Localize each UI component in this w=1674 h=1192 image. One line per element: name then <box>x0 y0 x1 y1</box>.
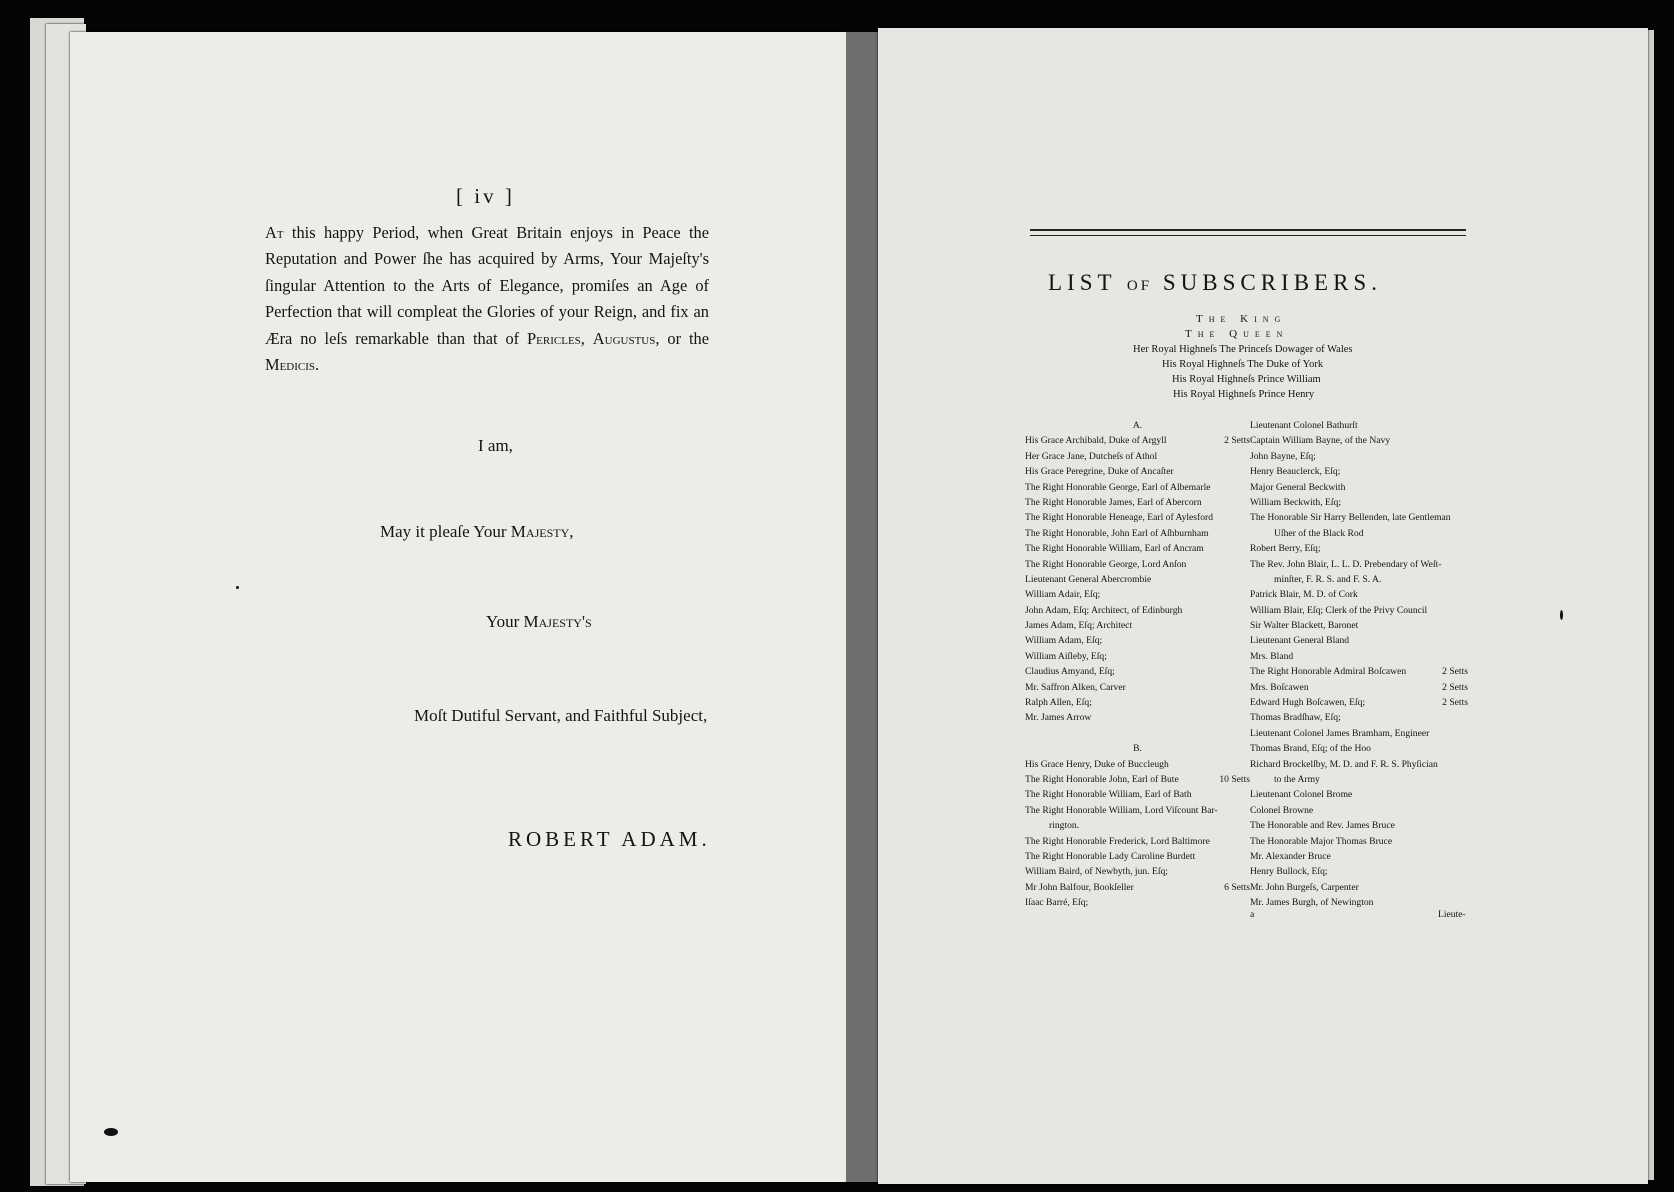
closing-i-am: I am, <box>478 436 513 455</box>
subscriber-entry <box>1025 587 1250 602</box>
book-gutter <box>846 32 880 1182</box>
subscriber-entry <box>1025 495 1250 510</box>
subscriber-name: Patrick Blair, M. D. of Cork <box>1250 589 1358 601</box>
subscriber-entry <box>1025 818 1250 833</box>
royal-subscriber: Her Royal Highneſs The Princeſs Dowager of Wales <box>1133 344 1353 355</box>
subscriber-entry <box>1250 726 1468 741</box>
subscriber-name: Major General Beckwith <box>1250 481 1346 493</box>
name-augustus: Augustus <box>592 328 656 348</box>
subscriber-name: Thomas Bradſhaw, Eſq; <box>1250 712 1341 724</box>
subscriber-entry <box>1025 880 1250 895</box>
subscriber-entry <box>1025 541 1250 556</box>
subscriber-name: The Right Honorable Admiral Boſcawen <box>1250 666 1407 678</box>
subscriber-name: Mr. Alexander Bruce <box>1250 850 1331 862</box>
subscriber-entry <box>1025 849 1250 864</box>
subscriber-entry <box>1250 649 1468 664</box>
subscriber-name: The Right Honorable William, Earl of Ancram <box>1025 543 1204 555</box>
b-entries-continued <box>1250 418 1468 911</box>
subscriber-name: Lieutenant Colonel James Bramham, Engineer <box>1250 727 1430 739</box>
subscriber-entry <box>1250 464 1468 479</box>
subscriber-entry <box>1025 433 1250 448</box>
subscriber-name: His Grace Henry, Duke of Buccleugh <box>1025 758 1169 770</box>
name-pericles: Pericles <box>527 328 581 348</box>
paragraph-text: this happy Period, when Great Britain enjoys in Peace the Reputation and Power ſhe has acquired by Arms, Your Majeſty's ſingular Attention to the Arts of Elegance, promiſes an Age of Perfection that will compleat the Glories of your Reign, and fix an Æra no leſs remarkable than that of <box>265 223 709 348</box>
signature: ROBERT ADAM. <box>508 827 711 851</box>
subscriber-entry <box>1025 680 1250 695</box>
subscriber-setts: 2 Setts <box>1442 666 1468 678</box>
subscriber-entry <box>1025 895 1250 910</box>
subscriber-entry <box>1025 557 1250 572</box>
subscriber-entry <box>1250 695 1468 710</box>
royal-subscriber: The Queen <box>1185 328 1289 340</box>
subscriber-entry <box>1250 541 1468 556</box>
page-blemish <box>104 1128 118 1136</box>
subscriber-name: William Adair, Eſq; <box>1025 589 1101 601</box>
subscriber-name: The Right Honorable Heneage, Earl of Aylesford <box>1025 512 1214 524</box>
subscriber-name: Mr. James Arrow <box>1025 712 1092 724</box>
subscriber-setts: 2 Setts <box>1224 435 1250 447</box>
subscriber-entry <box>1250 849 1468 864</box>
subscriber-name: Henry Beauclerck, Eſq; <box>1250 466 1341 478</box>
subscriber-entry <box>1250 495 1468 510</box>
double-rule-bottom <box>1030 235 1466 236</box>
subscriber-entry <box>1025 757 1250 772</box>
subscriber-setts: 2 Setts <box>1442 681 1468 693</box>
subscriber-name: to the Army <box>1274 773 1320 785</box>
dedication-paragraph <box>265 220 709 378</box>
subscriber-entry <box>1250 864 1468 879</box>
subscriber-entry <box>1250 618 1468 633</box>
royal-subscriber: His Royal Highneſs Prince Henry <box>1173 389 1315 400</box>
subscriber-entry <box>1025 649 1250 664</box>
subscribers-column-left <box>1025 418 1250 911</box>
section-letter-a: A. <box>1132 420 1143 431</box>
subscriber-name: Colonel Browne <box>1250 804 1314 816</box>
subscriber-name: Mrs. Bland <box>1250 650 1294 662</box>
subscriber-name: The Right Honorable James, Earl of Abercorn <box>1025 496 1202 508</box>
subscriber-entry <box>1025 834 1250 849</box>
subscriber-entry <box>1250 603 1468 618</box>
subscriber-name: Ralph Allen, Eſq; <box>1025 697 1092 709</box>
subscriber-entry <box>1025 464 1250 479</box>
subscriber-name: Claudius Amyand, Eſq; <box>1025 666 1115 678</box>
subscriber-setts: 6 Setts <box>1224 881 1250 893</box>
subscriber-entry <box>1025 618 1250 633</box>
subscriber-entry <box>1250 572 1468 587</box>
subscriber-entry <box>1250 818 1468 833</box>
royal-subscriber: The King <box>1196 313 1287 325</box>
closing-may-it-please <box>380 522 574 542</box>
subscriber-entry <box>1250 449 1468 464</box>
subscriber-name: rington. <box>1049 820 1080 832</box>
subscriber-name: The Rev. John Blair, L. L. D. Prebendary of Weſt- <box>1250 558 1442 570</box>
subscriber-name: The Honorable Major Thomas Bruce <box>1250 835 1393 847</box>
subscriber-name: The Right Honorable, John Earl of Aſhburnham <box>1025 527 1209 539</box>
signature-mark: a <box>1250 909 1255 920</box>
subscriber-name: William Blair, Eſq; Clerk of the Privy Council <box>1250 604 1428 616</box>
subscriber-entry <box>1025 787 1250 802</box>
paragraph-end: . <box>315 355 320 375</box>
subscriber-entry <box>1250 526 1468 541</box>
title-list: LIST <box>1048 270 1117 295</box>
subscriber-name: The Honorable and Rev. James Bruce <box>1250 820 1395 832</box>
page-number: [ iv ] <box>456 184 515 208</box>
subscriber-name: His Grace Peregrine, Duke of Ancaſter <box>1025 466 1174 478</box>
subscriber-entry <box>1025 695 1250 710</box>
subscriber-name: John Bayne, Eſq; <box>1250 450 1316 462</box>
subscriber-name: minſter, F. R. S. and F. S. A. <box>1274 573 1382 585</box>
subscriber-entry <box>1250 418 1468 433</box>
subscriber-entry <box>1250 880 1468 895</box>
comma: , <box>569 522 574 541</box>
subscriber-entry <box>1250 557 1468 572</box>
subscriber-name: Iſaac Barré, Eſq; <box>1025 897 1089 909</box>
subscribers-column-right <box>1250 418 1468 911</box>
subscriber-name: James Adam, Eſq; Architect <box>1025 620 1133 632</box>
subscriber-setts: 10 Setts <box>1219 773 1250 785</box>
subscriber-name: The Right Honorable George, Earl of Albemarle <box>1025 481 1211 493</box>
subscriber-name: Mr. Saffron Alken, Carver <box>1025 681 1126 693</box>
subscriber-entry <box>1250 757 1468 772</box>
list-title <box>1048 270 1382 296</box>
subscriber-name: Her Grace Jane, Dutcheſs of Athol <box>1025 450 1158 462</box>
may-text: May it pleaſe Your <box>380 522 507 541</box>
subscriber-entry <box>1025 526 1250 541</box>
subscriber-entry <box>1025 803 1250 818</box>
subscriber-name: Captain William Bayne, of the Navy <box>1250 435 1391 447</box>
title-of: OF <box>1126 278 1153 294</box>
majesty-word: Majesty <box>510 522 570 541</box>
subscriber-entry <box>1250 510 1468 525</box>
subscriber-setts: 2 Setts <box>1442 697 1468 709</box>
closing-servant-line: Moſt Dutiful Servant, and Faithful Subject, <box>414 706 708 725</box>
subscriber-name: The Right Honorable Lady Caroline Burdett <box>1025 850 1196 862</box>
closing-your-majestys <box>486 612 592 632</box>
subscriber-name: Sir Walter Blackett, Baronet <box>1250 620 1359 632</box>
subscriber-entry <box>1025 449 1250 464</box>
subscriber-entry <box>1250 787 1468 802</box>
subscriber-name: The Right Honorable William, Earl of Bath <box>1025 789 1192 801</box>
subscriber-name: William Baird, of Newbyth, jun. Eſq; <box>1025 866 1168 878</box>
subscriber-name: Mrs. Boſcawen <box>1250 681 1309 693</box>
majestys-word: Majesty's <box>523 612 592 631</box>
subscriber-name: His Grace Archibald, Duke of Argyll <box>1025 435 1167 447</box>
drop-lead: At <box>265 223 284 242</box>
page-blemish <box>236 586 239 589</box>
subscriber-entry <box>1250 895 1468 910</box>
subscriber-entry <box>1250 772 1468 787</box>
subscriber-name: Robert Berry, Eſq; <box>1250 543 1321 555</box>
subscriber-name: William Adam, Eſq; <box>1025 635 1103 647</box>
subscriber-name: John Adam, Eſq; Architect, of Edinburgh <box>1025 604 1183 616</box>
subscriber-entry <box>1250 633 1468 648</box>
subscriber-name: William Beckwith, Eſq; <box>1250 496 1342 508</box>
subscriber-name: Lieutenant Colonel Brome <box>1250 789 1353 801</box>
subscriber-name: The Honorable Sir Harry Bellenden, late Gentleman <box>1250 512 1451 524</box>
subscriber-entry <box>1025 710 1250 725</box>
a-entries <box>1025 433 1250 725</box>
subscriber-entry <box>1250 433 1468 448</box>
subscriber-name: William Aiſleby, Eſq; <box>1025 650 1107 662</box>
subscriber-name: The Right Honorable John, Earl of Bute <box>1025 773 1179 785</box>
subscriber-entry <box>1250 664 1468 679</box>
section-letter-b: B. <box>1133 743 1142 755</box>
subscriber-entry <box>1025 864 1250 879</box>
name-medicis: Medicis <box>265 355 316 375</box>
subscriber-entry <box>1250 680 1468 695</box>
royal-subscriber: His Royal Highneſs Prince William <box>1172 374 1321 385</box>
subscriber-name: The Right Honorable Frederick, Lord Baltimore <box>1025 835 1210 847</box>
subscriber-entry <box>1250 834 1468 849</box>
spacer <box>1025 726 1250 741</box>
your-word: Your <box>486 612 520 631</box>
subscriber-entry <box>1250 803 1468 818</box>
double-rule-top <box>1030 229 1466 231</box>
subscriber-entry <box>1250 480 1468 495</box>
title-subscribers: SUBSCRIBERS. <box>1162 270 1382 295</box>
subscriber-name: Thomas Brand, Eſq; of the Hoo <box>1250 743 1371 755</box>
subscriber-name: Richard Brockelſby, M. D. and F. R. S. Phyſician <box>1250 758 1438 770</box>
subscriber-entry <box>1025 664 1250 679</box>
subscriber-entry <box>1025 480 1250 495</box>
separator: , <box>580 328 593 348</box>
royal-subscriber: His Royal Highneſs The Duke of York <box>1162 359 1324 370</box>
subscriber-entry <box>1250 587 1468 602</box>
subscriber-entry <box>1025 603 1250 618</box>
subscriber-name: Mr John Balfour, Bookſeller <box>1025 881 1134 893</box>
subscriber-name: Uſher of the Black Rod <box>1274 527 1364 539</box>
subscriber-entry <box>1025 772 1250 787</box>
subscriber-entry <box>1250 741 1468 756</box>
subscriber-name: The Right Honorable William, Lord Viſcount Bar- <box>1025 804 1218 816</box>
subscriber-name: Edward Hugh Boſcawen, Eſq; <box>1250 697 1366 709</box>
subscriber-name: Henry Bullock, Eſq; <box>1250 866 1328 878</box>
catchword: Lieute- <box>1438 909 1466 920</box>
page-blemish <box>1560 610 1563 620</box>
subscriber-entry <box>1025 572 1250 587</box>
separator: , or the <box>655 328 709 348</box>
subscriber-name: Mr. James Burgh, of Newington <box>1250 897 1374 909</box>
subscriber-name: Lieutenant General Bland <box>1250 635 1350 647</box>
subscriber-name: Lieutenant Colonel Bathurſt <box>1250 420 1358 431</box>
subscriber-entry <box>1250 710 1468 725</box>
subscriber-name: Lieutenant General Abercrombie <box>1025 573 1152 585</box>
b-entries <box>1025 757 1250 911</box>
subscriber-entry <box>1025 633 1250 648</box>
subscriber-name: The Right Honorable George, Lord Anſon <box>1025 558 1187 570</box>
subscriber-entry <box>1025 510 1250 525</box>
subscriber-name: Mr. John Burgeſs, Carpenter <box>1250 881 1359 893</box>
